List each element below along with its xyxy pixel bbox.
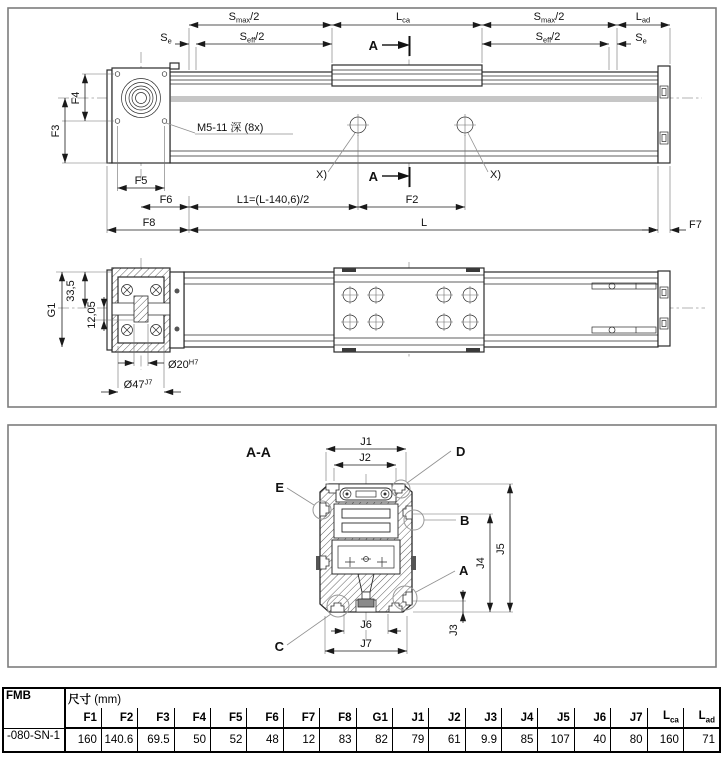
svg-text:J4: J4 (475, 557, 487, 569)
belt-lower (342, 523, 390, 532)
svg-text:Lad: $L_{ad}$ (635, 11, 651, 25)
dim-f6 (141, 194, 189, 207)
svg-text:L: L (420, 217, 428, 229)
col-header-f4: F4 (174, 708, 210, 728)
value-j3: 9.9 (465, 728, 501, 752)
value-lad: 71 (683, 728, 720, 752)
col-header-g1: G1 (356, 708, 392, 728)
value-j5: 107 (538, 728, 574, 752)
model-cell: -080-SN-1 (3, 728, 65, 752)
dim-l (189, 217, 658, 230)
svg-text:Ø20H7: $Ø20^{H7}$ (168, 357, 199, 371)
dim-smax-left (189, 11, 332, 25)
bottom-nut (358, 599, 374, 607)
col-header-j1: J1 (392, 708, 428, 728)
col-header-j4: J4 (502, 708, 538, 728)
col-header-f3: F3 (138, 708, 174, 728)
dim-f8 (107, 217, 189, 230)
table-column-headers (3, 708, 720, 728)
dim-smax-right (482, 11, 617, 25)
dim-33-5 (65, 272, 85, 308)
svg-text:X): X) (316, 169, 327, 181)
svg-text:Smax/2: $S_{max}/2$ (228, 11, 260, 25)
flange-strip-plan (107, 270, 112, 350)
table-unit-header: 尺寸 (mm) (65, 688, 720, 708)
adapter-screw-1 (175, 289, 180, 294)
dim-j7 (325, 638, 407, 651)
value-j2: 61 (429, 728, 465, 752)
dim-j4 (475, 514, 490, 612)
col-header-f5: F5 (211, 708, 247, 728)
col-header-f7: F7 (283, 708, 319, 728)
dim-lad (617, 11, 670, 25)
value-f3: 69.5 (138, 728, 174, 752)
svg-text:F2: F2 (405, 194, 419, 206)
carriage-section (332, 540, 400, 574)
dim-seff-right (482, 31, 609, 45)
plan-view (46, 258, 705, 392)
col-header-lad: $L_{ad}$ (683, 708, 720, 728)
dim-f4 (70, 74, 85, 121)
dim-12-05 (86, 297, 104, 331)
svg-text:Seff/2: $S_{eff}/2$ (535, 31, 561, 45)
svg-text:B: B (460, 513, 470, 528)
svg-text:J6: J6 (360, 619, 372, 631)
belt-upper (342, 509, 390, 518)
end-cap-plan (658, 271, 670, 346)
svg-text:G1: G1 (46, 302, 58, 318)
carriage-plan (334, 268, 484, 352)
dim-dia47 (101, 378, 181, 393)
table-value-row (3, 728, 720, 752)
dim-j3 (448, 590, 463, 636)
svg-text:12,05: 12,05 (86, 301, 98, 329)
callout-b (404, 510, 469, 530)
dim-j6 (331, 619, 401, 631)
dim-g1 (46, 272, 62, 347)
col-header-j6: J6 (574, 708, 610, 728)
svg-text:F3: F3 (50, 124, 62, 138)
dim-dia20 (118, 358, 198, 372)
dim-se-right (617, 32, 647, 46)
svg-text:C: C (274, 639, 284, 654)
dim-se-left (160, 32, 189, 46)
thread-note-label: M5-11 深 (8x) (197, 122, 264, 134)
value-f8: 83 (320, 728, 356, 752)
section-title: A-A (246, 444, 271, 460)
dim-f7 (642, 219, 702, 231)
value-f6: 48 (247, 728, 283, 752)
dim-lca (332, 11, 482, 25)
svg-text:D: D (456, 444, 466, 459)
svg-text:F5: F5 (134, 175, 148, 187)
svg-text:A: A (368, 38, 378, 53)
svg-text:A: A (459, 563, 469, 578)
svg-text:X): X) (490, 169, 501, 181)
table-series-header: FMB (3, 688, 65, 728)
adapter-strip-plan (170, 272, 184, 348)
dim-j1 (326, 436, 406, 449)
value-f2: 140.6 (101, 728, 137, 752)
dim-seff-left (196, 31, 332, 45)
svg-text:Seff/2: $S_{eff}/2$ (239, 31, 265, 45)
col-header-j3: J3 (465, 708, 501, 728)
svg-text:F4: F4 (70, 91, 82, 105)
svg-text:Se: $S_e$ (635, 32, 647, 46)
dim-j2 (334, 452, 396, 465)
side-view (50, 11, 702, 233)
col-header-f6: F6 (247, 708, 283, 728)
svg-text:F7: F7 (689, 219, 702, 231)
section-arrow-bottom (369, 167, 410, 187)
svg-text:33,5: 33,5 (65, 280, 77, 302)
side-seal-right (411, 556, 416, 570)
value-j1: 79 (392, 728, 428, 752)
svg-text:F8: F8 (142, 217, 156, 229)
svg-text:A: A (368, 169, 378, 184)
svg-text:J3: J3 (448, 624, 460, 636)
value-f1: 160 (65, 728, 101, 752)
dim-f5 (118, 175, 165, 188)
svg-text:Se: $S_e$ (160, 32, 172, 46)
guide-band (170, 96, 658, 102)
carriage-side (332, 65, 482, 86)
value-f7: 12 (283, 728, 319, 752)
svg-text:Smax/2: $S_{max}/2$ (533, 11, 565, 25)
value-lca: 160 (647, 728, 683, 752)
section-view (246, 436, 513, 654)
dim-f3 (50, 98, 65, 163)
col-header-f8: F8 (320, 708, 356, 728)
col-header-f1: F1 (65, 708, 101, 728)
svg-text:F6: F6 (159, 194, 173, 206)
value-j6: 40 (574, 728, 610, 752)
col-header-j5: J5 (538, 708, 574, 728)
value-j7: 80 (611, 728, 647, 752)
col-header-lca: $L_{ca}$ (647, 708, 683, 728)
section-arrow-top (369, 36, 410, 56)
svg-text:L1=(L-140,6)/2: L1=(L-140,6)/2 (236, 194, 310, 206)
value-j4: 85 (502, 728, 538, 752)
svg-text:J5: J5 (495, 543, 507, 555)
col-header-j7: J7 (611, 708, 647, 728)
dim-j5 (495, 484, 510, 612)
value-f4: 50 (174, 728, 210, 752)
col-header-j2: J2 (429, 708, 465, 728)
shaft (134, 296, 148, 322)
end-cap (658, 66, 670, 163)
svg-text:J7: J7 (360, 638, 372, 650)
value-f5: 52 (211, 728, 247, 752)
dim-l1 (189, 194, 358, 207)
motor-flange-strip (107, 70, 112, 163)
sensor-tab (170, 63, 179, 69)
dim-f2 (358, 194, 465, 207)
dimension-table (2, 687, 721, 753)
adapter-screw-2 (175, 327, 180, 332)
value-g1: 82 (356, 728, 392, 752)
svg-text:J2: J2 (359, 452, 371, 464)
col-header-f2: F2 (101, 708, 137, 728)
svg-text:E: E (275, 480, 284, 495)
svg-text:Ø47J7: $Ø47^{J7}$ (123, 377, 153, 391)
svg-text:Lca: $L_{ca}$ (395, 11, 411, 25)
svg-text:J1: J1 (360, 436, 372, 448)
